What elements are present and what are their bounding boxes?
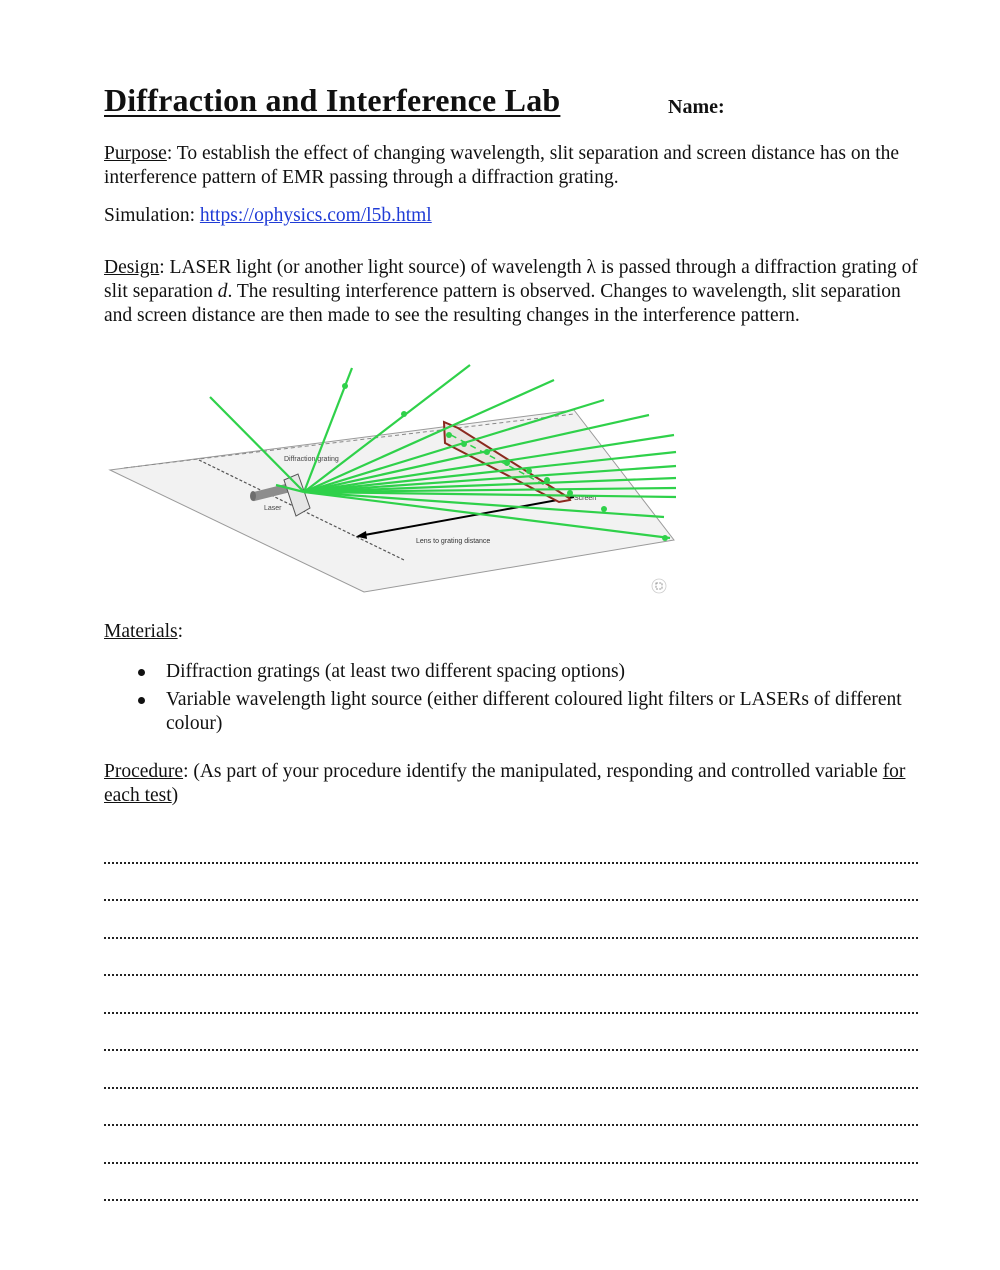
materials-heading	[104, 620, 924, 644]
design-paragraph	[104, 256, 924, 328]
beam-dot	[567, 490, 573, 496]
design-label: Design	[104, 257, 160, 278]
beam-dot	[342, 383, 348, 389]
answer-line[interactable]	[104, 1089, 918, 1127]
simulation-diagram	[104, 360, 684, 600]
answer-line[interactable]	[104, 864, 918, 902]
list-item	[104, 660, 904, 684]
answer-line[interactable]	[104, 976, 918, 1014]
purpose-label: Purpose	[104, 143, 167, 164]
procedure-paragraph	[104, 760, 924, 808]
design-text-2: . The resulting interference pattern is observed. Changes to wavelength, slit separation and screen distance are then made to see the resulting changes in the interference pattern.	[104, 281, 901, 326]
name-label: Name:	[668, 96, 725, 118]
answer-lines	[104, 826, 918, 1201]
materials-list	[104, 660, 904, 740]
grating-label: Diffraction grating	[284, 456, 339, 463]
procedure-text: : (As part of your procedure identify the manipulated, responding and controlled variable	[183, 761, 883, 782]
materials-suffix: :	[177, 621, 184, 642]
bullet-icon	[138, 697, 145, 704]
purpose-text: : To establish the effect of changing wavelength, slit separation and screen distance has on the interference pattern of EMR passing through a diffraction grating.	[104, 143, 900, 188]
beam-dot	[504, 460, 510, 466]
bullet-icon	[138, 669, 145, 676]
beam-dot	[484, 449, 490, 455]
material-item-text: Diffraction gratings (at least two different spacing options)	[166, 661, 626, 682]
design-italic-var: d	[217, 281, 228, 302]
procedure-close: )	[171, 785, 179, 806]
simulation-label: Simulation:	[104, 205, 200, 226]
distance-label: Lens to grating distance	[416, 538, 491, 545]
procedure-label: Procedure	[104, 761, 184, 782]
page-title: Diffraction and Interference Lab	[104, 82, 561, 118]
answer-line[interactable]	[104, 1126, 918, 1164]
screen-label: Screen	[574, 495, 597, 502]
beam-dot	[446, 432, 452, 438]
beam-dot	[461, 441, 467, 447]
laser-label: Laser	[264, 505, 282, 512]
list-item	[104, 688, 904, 736]
simulation-link[interactable]: https://ophysics.com/l5b.html	[199, 205, 432, 226]
laser-end	[250, 491, 256, 501]
beam-dot	[662, 535, 668, 541]
answer-line[interactable]	[104, 1014, 918, 1052]
answer-line[interactable]	[104, 1051, 918, 1089]
beam-dot	[601, 506, 607, 512]
expand-icon[interactable]	[652, 579, 666, 593]
expand-icon-bg	[652, 579, 666, 593]
answer-line[interactable]	[104, 939, 918, 977]
answer-line[interactable]	[104, 826, 918, 864]
beam-dot	[401, 411, 407, 417]
answer-line[interactable]	[104, 901, 918, 939]
beam-dot	[526, 468, 532, 474]
materials-label: Materials	[104, 621, 178, 642]
material-item-text: Variable wavelength light source (either different coloured light filters or LASERs of different colour)	[166, 689, 902, 734]
answer-line[interactable]	[104, 1164, 918, 1202]
procedure-underlined: for each test	[104, 761, 906, 806]
design-text-1: : LASER light (or another light source) of wavelength λ is passed through a diffraction grating of slit separation	[104, 257, 918, 302]
purpose-paragraph	[104, 142, 924, 190]
beam-dot	[544, 477, 550, 483]
simulation-paragraph	[104, 204, 924, 228]
